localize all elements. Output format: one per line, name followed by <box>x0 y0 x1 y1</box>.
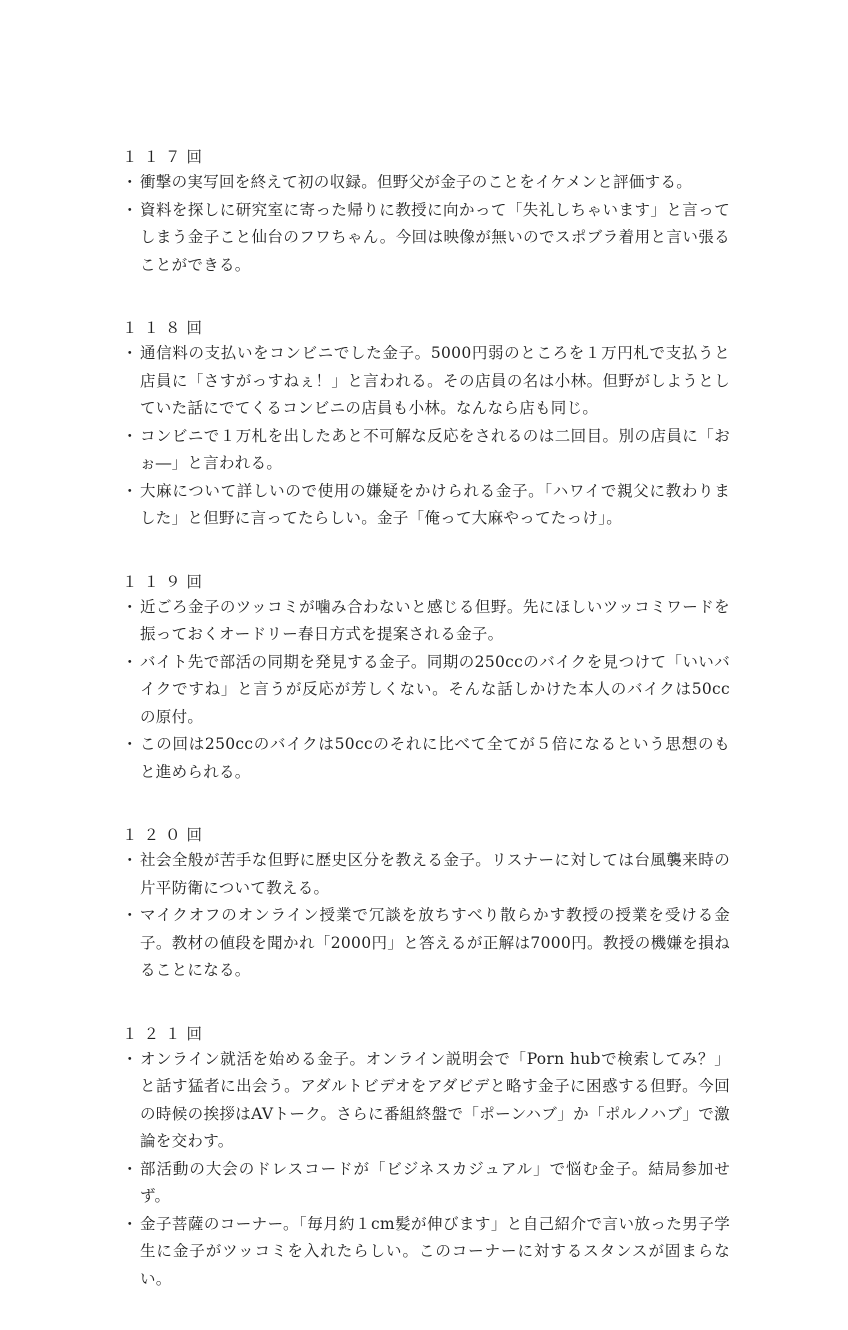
list-item <box>122 1211 730 1294</box>
list-item-text: 衝撃の実写回を終えて初の収録。但野父が金子のことをイケメンと評価する。 <box>140 173 693 191</box>
bullet-mark: ・ <box>122 851 138 869</box>
list-item <box>122 197 730 280</box>
bullet-mark: ・ <box>122 1049 138 1068</box>
list-item <box>122 478 730 533</box>
document-body <box>122 145 730 1330</box>
episode-121 <box>122 1022 730 1294</box>
bullet-mark: ・ <box>122 173 138 191</box>
list-item <box>122 1156 730 1211</box>
bullet-mark: ・ <box>122 1214 138 1233</box>
bullet-mark: ・ <box>122 200 138 219</box>
list-item <box>122 649 730 732</box>
episode-117 <box>122 145 730 279</box>
list-item <box>122 847 730 902</box>
list-item <box>122 902 730 985</box>
episode-title: １１７回 <box>122 148 209 166</box>
list-item <box>122 169 730 197</box>
list-item-text: マイクオフのオンライン授業で冗談を放ちすべり散らかす教授の授業を受ける金子。教材の値段を聞かれ「2000円」と答えるが正解は7000円。教授の機嫌を損ねることになる。 <box>140 906 730 979</box>
episode-118 <box>122 316 730 533</box>
bullet-mark: ・ <box>122 344 138 362</box>
bullet-mark: ・ <box>122 597 138 616</box>
list-item-text: 資料を探しに研究室に寄った帰りに教授に向かって「失礼しちゃいます」と言ってしまう金子こと仙台のフワちゃん。今回は映像が無いのでスポブラ着用と言い張ることができる。 <box>140 200 730 274</box>
list-item-text: オンライン就活を始める金子。オンライン説明会で「Porn hubで検索してみ？」と話す猛者に出会う。アダルトビデオをアダビデと略す金子に困惑する但野。今回の時候の挨拶はAVトーク。さらに番組終盤で「ポーンハブ」か「ポルノハブ」で激論を交わす。 <box>140 1049 730 1150</box>
list-item-text: 大麻について詳しいので使用の嫌疑をかけられる金子。「ハワイで親父に教わりました」と但野に言ってたらしい。金子「俺って大麻やってたっけ」。 <box>140 481 730 527</box>
episode-title: １２１回 <box>122 1024 209 1043</box>
bullet-mark: ・ <box>122 481 138 500</box>
list-item-text: コンビニで１万札を出したあと不可解な反応をされるのは二回目。別の店員に「おぉ―」と言われる。 <box>140 426 730 472</box>
bullet-mark: ・ <box>122 426 138 445</box>
bullet-mark: ・ <box>122 652 138 671</box>
list-item <box>122 731 730 786</box>
list-item <box>122 423 730 478</box>
episode-120 <box>122 823 730 985</box>
episode-title: １１９回 <box>122 572 209 591</box>
list-item-text: 近ごろ金子のツッコミが噛み合わないと感じる但野。先にほしいツッコミワードを振っておくオードリー春日方式を提案される金子。 <box>140 597 730 643</box>
list-item-text: バイト先で部活の同期を発見する金子。同期の250ccのバイクを見つけて「いいバイクですね」と言うが反応が芳しくない。そんな話しかけた本人のバイクは50ccの原付。 <box>140 652 730 726</box>
list-item <box>122 1046 730 1156</box>
list-item-text: 通信料の支払いをコンビニでした金子。5000円弱のところを１万円札で支払うと店員に「さすがっすねぇ！」と言われる。その店員の名は小林。但野がしようとしていた話にでてくるコンビニの店員も小林。なんなら店も同じ。 <box>140 344 730 417</box>
list-item-text: 社会全般が苦手な但野に歴史区分を教える金子。リスナーに対しては台風襲来時の片平防衛について教える。 <box>140 851 730 897</box>
bullet-mark: ・ <box>122 735 138 753</box>
bullet-mark: ・ <box>122 1159 138 1178</box>
list-item-text: 金子菩薩のコーナー。「毎月約１cm髪が伸びます」と自己紹介で言い放った男子学生に金子がツッコミを入れたらしい。このコーナーに対するスタンスが固まらない。 <box>140 1214 730 1288</box>
episode-title: １１８回 <box>122 319 209 337</box>
list-item <box>122 340 730 423</box>
episode-title: １２０回 <box>122 826 209 844</box>
episode-119 <box>122 570 730 787</box>
bullet-mark: ・ <box>122 906 138 924</box>
list-item <box>122 594 730 649</box>
list-item-text: この回は250ccのバイクは50ccのそれに比べて全てが５倍になるという思想のもと進められる。 <box>140 735 730 781</box>
list-item-text: 部活動の大会のドレスコードが「ビジネスカジュアル」で悩む金子。結局参加せず。 <box>140 1159 730 1205</box>
